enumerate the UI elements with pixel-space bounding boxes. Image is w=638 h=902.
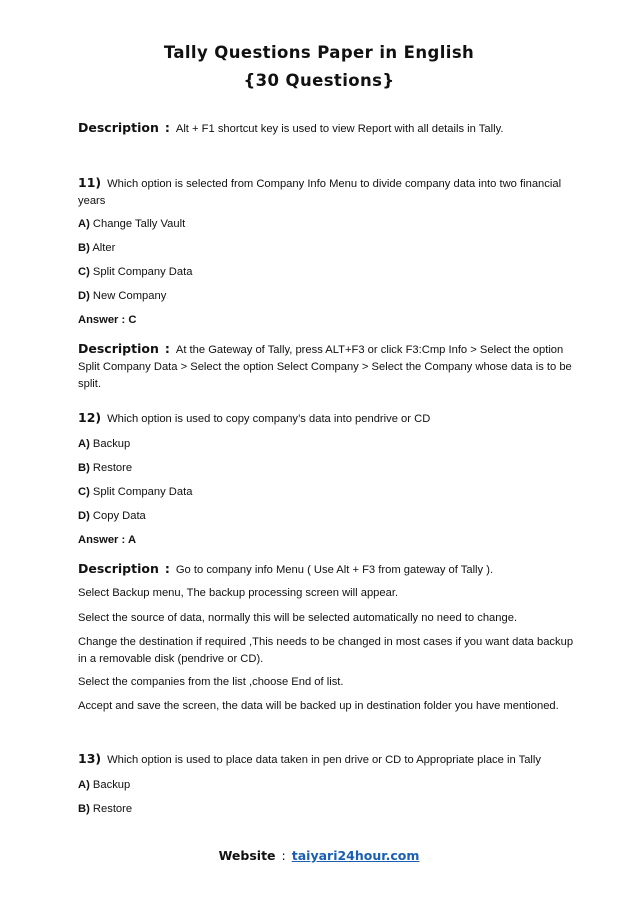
question-11 — [78, 174, 578, 210]
description-text: Alt + F1 shortcut key is used to view Report with all details in Tally. — [175, 123, 504, 135]
option-key: A) — [78, 779, 90, 791]
website-label: Website — [218, 848, 276, 863]
option-key: D) — [78, 510, 90, 522]
option-a — [78, 216, 578, 233]
option-a — [78, 777, 578, 794]
description-text: Go to company info Menu ( Use Alt + F3 from gateway of Tally ). — [175, 564, 494, 576]
question-13 — [78, 750, 578, 769]
question-number: 13) — [78, 751, 102, 766]
description-label: Description — [78, 561, 159, 576]
option-text: Split Company Data — [92, 486, 193, 498]
option-key: C) — [78, 266, 90, 278]
page-subtitle: {30 Questions} — [243, 71, 395, 90]
question-12-description — [78, 560, 578, 579]
question-text: Which option is used to place data taken in pen drive or CD to Appropriate place in Tally — [107, 754, 541, 766]
description-paragraph: Select the companies from the list ,choose End of list. — [78, 676, 344, 688]
question-11-description — [78, 340, 578, 393]
option-text: Split Company Data — [92, 266, 193, 278]
option-key: A) — [78, 438, 90, 450]
question-text: Which option is selected from Company Info Menu to divide company data into two financial years — [78, 178, 562, 207]
option-key: B) — [78, 803, 90, 815]
description-paragraph: Accept and save the screen, the data will be backed up in destination folder you have mentioned. — [78, 700, 559, 712]
option-c — [78, 484, 578, 501]
question-number: 11) — [78, 175, 102, 190]
description-label: Description — [78, 120, 159, 135]
option-b — [78, 801, 578, 818]
description-paragraph: Select the source of data, normally this will be selected automatically no need to change. — [78, 612, 518, 624]
page-title: Tally Questions Paper in English — [163, 43, 475, 62]
description-label: Description — [78, 341, 159, 356]
option-text: New Company — [92, 290, 167, 302]
option-key: C) — [78, 486, 90, 498]
description-paragraph: Select Backup menu, The backup processing screen will appear. — [78, 587, 399, 599]
option-b — [78, 240, 578, 257]
option-text: Restore — [92, 803, 133, 815]
option-text: Backup — [92, 438, 131, 450]
answer: Answer : A — [78, 534, 137, 546]
option-a — [78, 436, 578, 453]
question-number: 12) — [78, 410, 102, 425]
option-text: Copy Data — [92, 510, 146, 522]
option-key: B) — [78, 242, 90, 254]
description-paragraph: Change the destination if required ,This needs to be changed in most cases if you want data backup in a removable disk (pendrive or CD). — [78, 636, 574, 665]
option-text: Backup — [92, 779, 131, 791]
description-separator: : — [164, 120, 170, 135]
option-text: Change Tally Vault — [92, 218, 186, 230]
page-footer — [0, 848, 638, 863]
question-text: Which option is used to copy company’s data into pendrive or CD — [107, 413, 431, 425]
question-12 — [78, 409, 578, 428]
description-text: At the Gateway of Tally, press ALT+F3 or click F3:Cmp Info > Select the option Split Company Data > Select the option Select Company > Select the Company whose data is to be split. — [78, 344, 572, 390]
description-separator: : — [164, 561, 170, 576]
option-d — [78, 288, 578, 305]
option-text: Alter — [92, 242, 116, 254]
website-separator: : — [281, 848, 286, 863]
option-key: A) — [78, 218, 90, 230]
intro-description — [78, 119, 578, 138]
option-key: D) — [78, 290, 90, 302]
option-b — [78, 460, 578, 477]
website-link[interactable]: taiyari24hour.com — [291, 848, 420, 863]
option-c — [78, 264, 578, 281]
description-separator: : — [164, 341, 170, 356]
option-text: Restore — [92, 462, 133, 474]
option-key: B) — [78, 462, 90, 474]
answer: Answer : C — [78, 314, 137, 326]
option-d — [78, 508, 578, 525]
